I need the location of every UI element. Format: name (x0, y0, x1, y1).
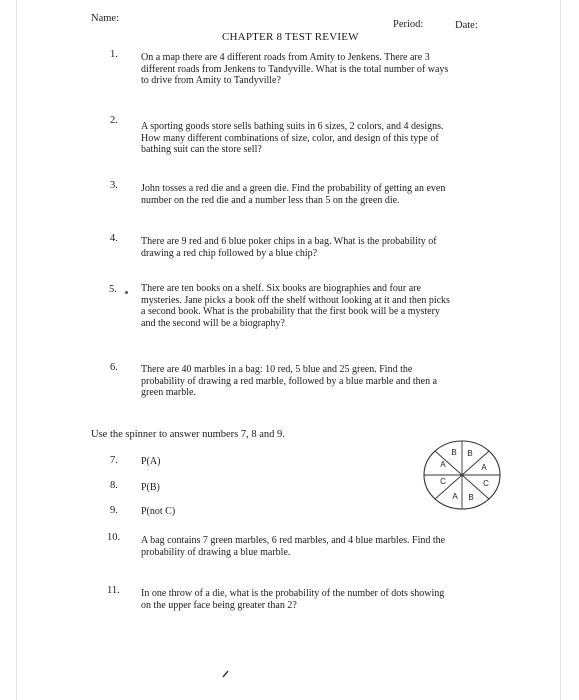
question-9-text: P(not C) (141, 506, 176, 517)
question-line: There are 9 red and 6 blue poker chips in a bag. What is the probability of (141, 236, 437, 247)
spinner-label: A (481, 463, 487, 472)
stray-mark (125, 291, 128, 294)
spinner-dividers (424, 441, 500, 509)
question-number: 10. (107, 532, 121, 543)
period-label: Period: (393, 19, 424, 30)
question-line: a second book. What is the probability that the first book will be a mystery (141, 306, 440, 317)
question-line: different roads from Jenkens to Tandyville. What is the total number of ways (141, 63, 449, 75)
question-text (141, 183, 445, 206)
question-text (141, 535, 445, 558)
question-line: John tosses a red die and a green die. Find the probability of getting an even (141, 183, 446, 194)
date-label: Date: (455, 20, 478, 31)
question-text (141, 283, 450, 329)
question-number: 3. (110, 180, 118, 191)
question-line: drawing a red chip followed by a blue chip? (141, 247, 318, 259)
question-line: In one throw of a die, what is the probability of the number of dots showing (141, 588, 445, 599)
question-number: 1. (110, 49, 118, 60)
spinner-label: C (483, 479, 489, 488)
question-line: bathing suit can the store sell? (141, 144, 262, 155)
name-label: Name: (91, 13, 119, 24)
question-text (141, 236, 437, 259)
pen-mark (222, 670, 230, 678)
question-line: to drive from Amity to Tandyville? (141, 75, 281, 86)
question-line: number on the red die and a number less than 5 on the green die. (141, 194, 400, 206)
question-7-text: P(A) (141, 456, 161, 467)
question-line: green marble. (141, 387, 196, 398)
question-line: There are 40 marbles in a bag: 10 red, 5 blue and 25 green. Find the (141, 364, 413, 375)
question-line: probability of drawing a blue marble. (141, 546, 291, 558)
question-number: 6. (110, 362, 118, 373)
spinner-label: C (440, 477, 446, 486)
worksheet-page (16, 0, 561, 700)
spinner-label: B (451, 448, 457, 457)
spinner-diagram (418, 437, 504, 513)
question-8-number: 8. (110, 480, 118, 491)
spinner-label: A (440, 460, 446, 469)
question-line: mysteries. Jane picks a book off the shelf without looking at it and then picks (141, 294, 450, 306)
question-number: 4. (110, 233, 118, 244)
question-text (141, 121, 444, 156)
question-line: There are ten books on a shelf. Six books are biographies and four are (141, 283, 421, 294)
spinner-label: A (452, 492, 458, 501)
question-9-number: 9. (110, 505, 118, 516)
question-line: and the second will be a biography? (141, 317, 285, 329)
question-text (141, 588, 444, 611)
question-line: On a map there are 4 different roads from Amity to Jenkens. There are 3 (141, 52, 430, 63)
question-text (141, 364, 437, 399)
question-number: 2. (110, 115, 118, 126)
spinner-label: B (468, 493, 474, 502)
question-number: 5. (109, 284, 117, 295)
question-8-text: P(B) (141, 482, 160, 493)
question-line: on the upper face being greater than 2? (141, 599, 297, 611)
question-text (141, 52, 448, 87)
page-title: CHAPTER 8 TEST REVIEW (222, 31, 359, 43)
question-number: 11. (107, 585, 120, 596)
question-line: How many different combinations of size, color, and design of this type of (141, 132, 439, 144)
spinner-instruction: Use the spinner to answer numbers 7, 8 and 9. (91, 429, 285, 440)
question-line: probability of drawing a red marble, followed by a blue marble and then a (141, 375, 438, 387)
question-line: A sporting goods store sells bathing suits in 6 sizes, 2 colors, and 4 designs. (141, 121, 444, 132)
question-7-number: 7. (110, 455, 118, 466)
spinner-label: B (467, 449, 473, 458)
question-line: A bag contains 7 green marbles, 6 red marbles, and 4 blue marbles. Find the (141, 535, 446, 546)
